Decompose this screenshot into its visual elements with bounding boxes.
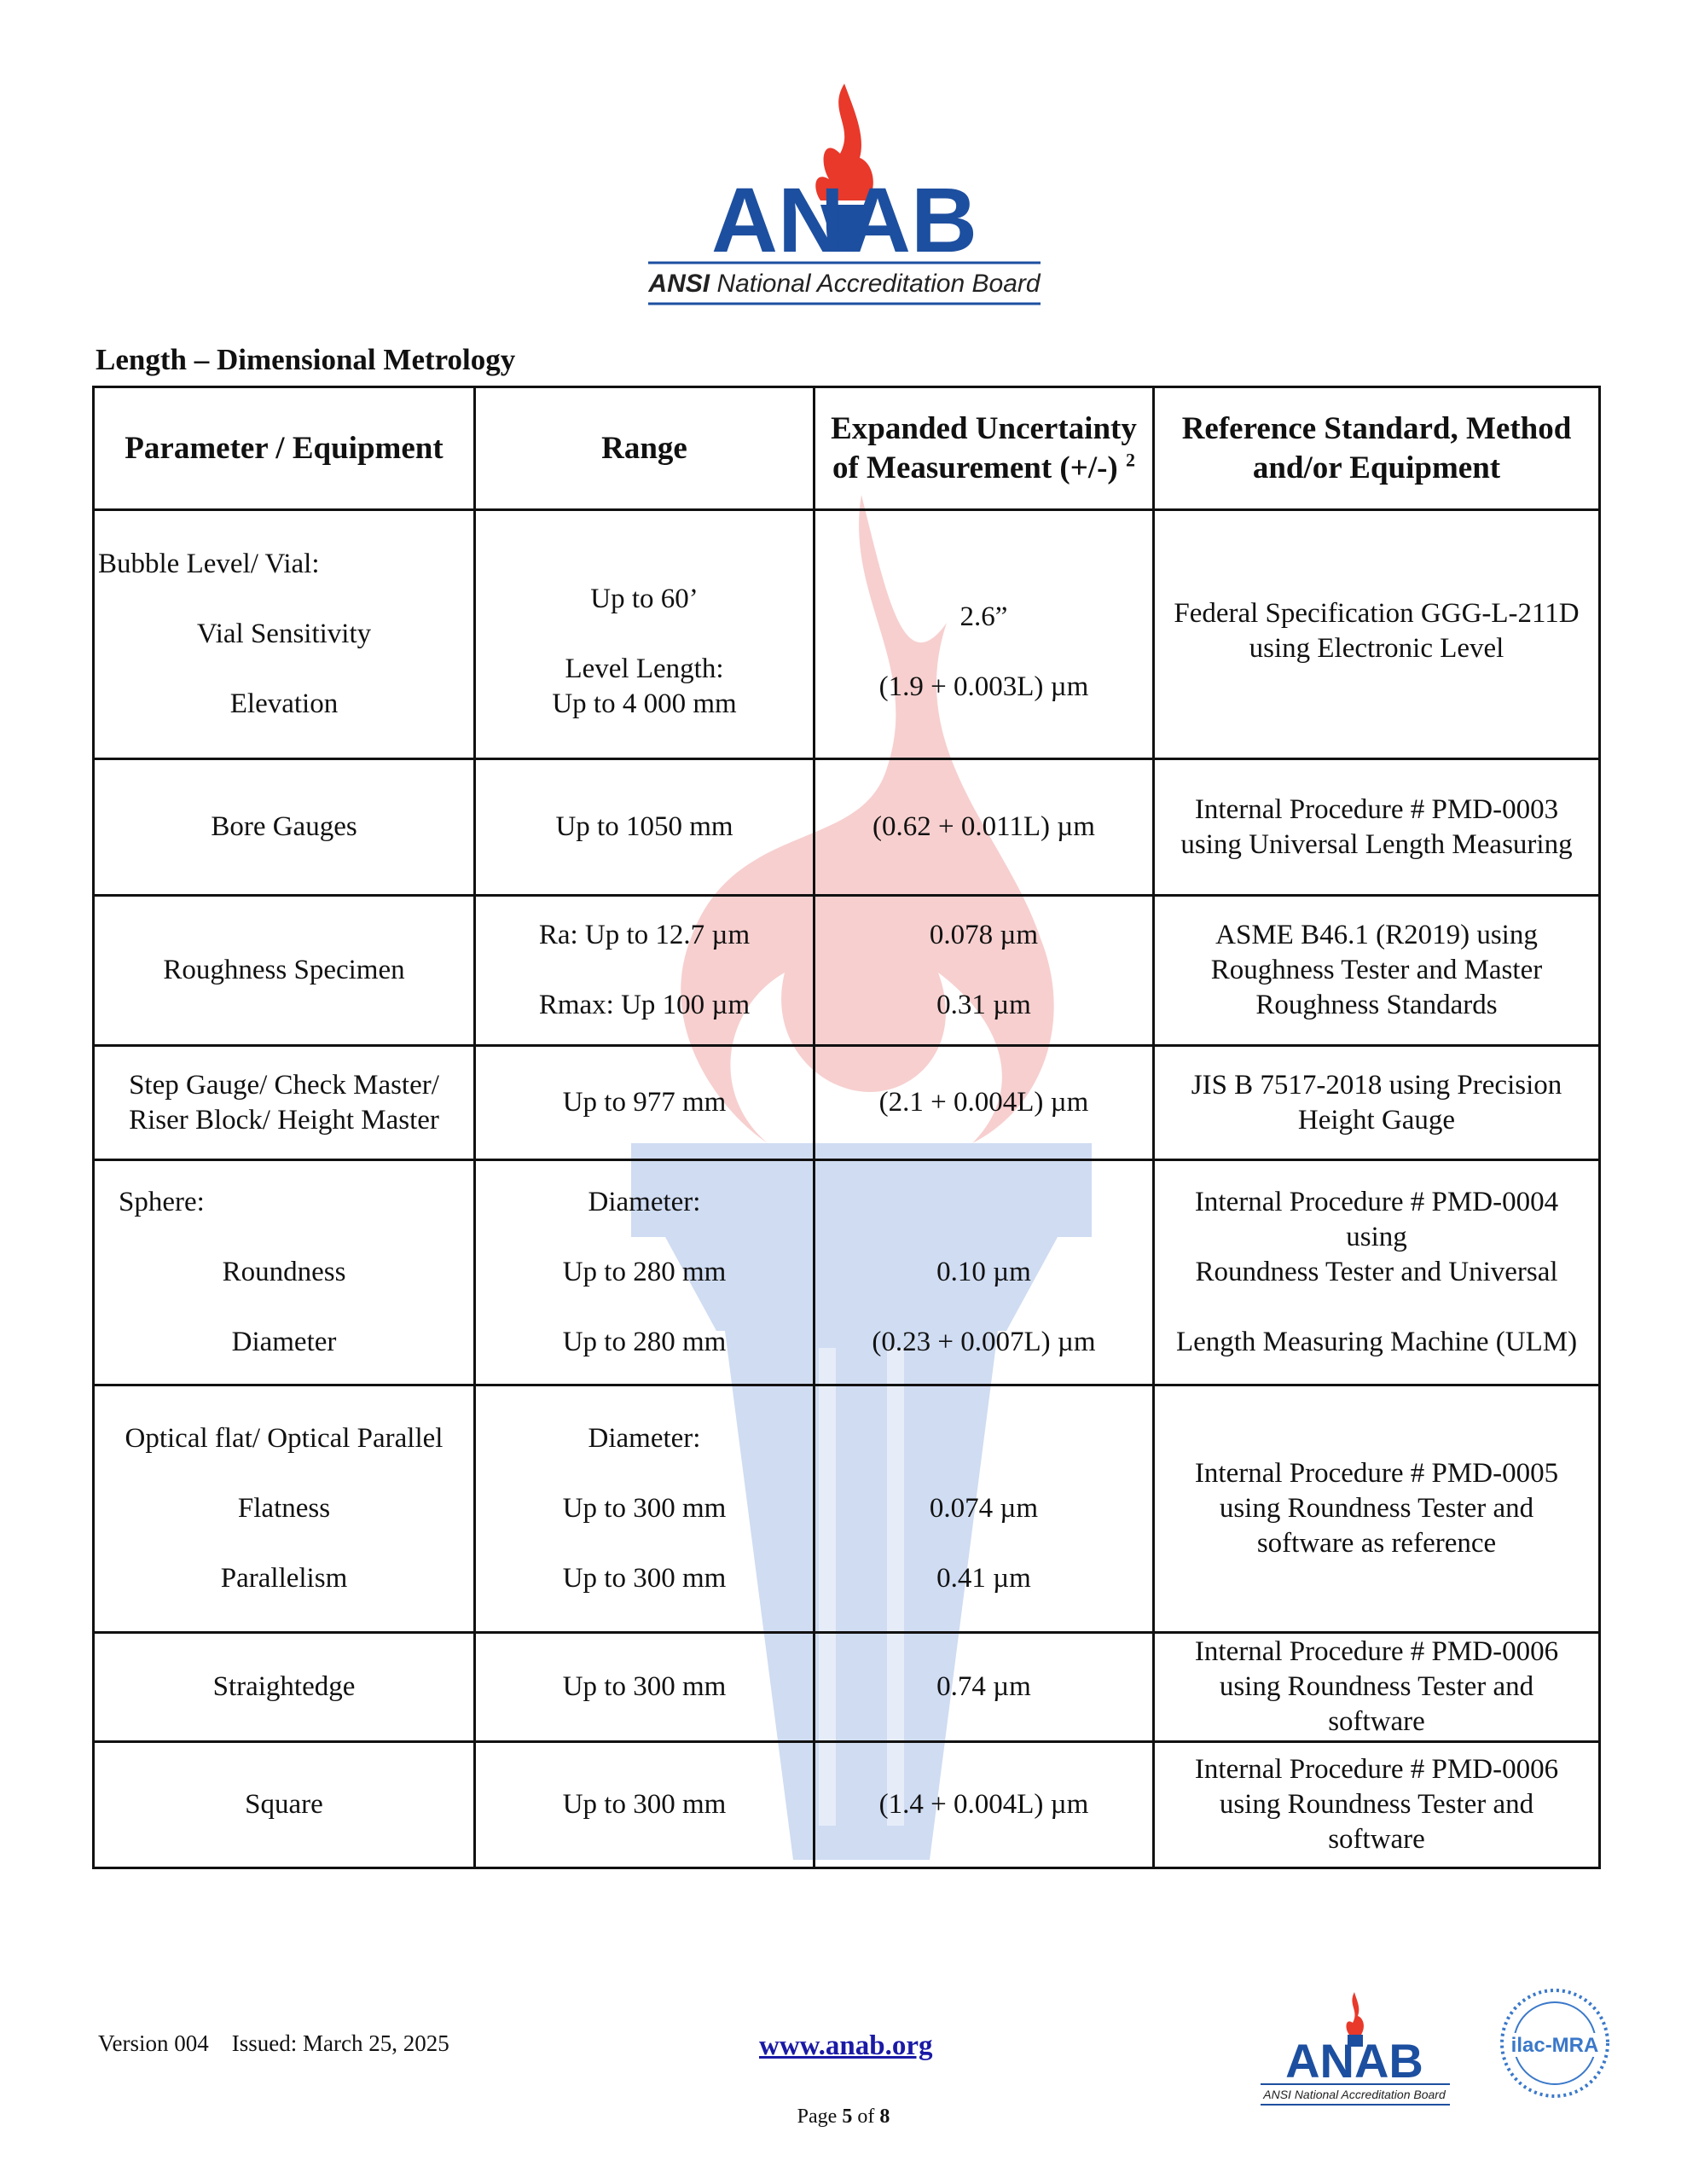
cell-parameter bbox=[94, 1385, 475, 1633]
cell-text: Ra: Up to 12.7 µm bbox=[538, 920, 751, 950]
cell-text: Optical flat/ Optical Parallel bbox=[125, 1423, 443, 1454]
cell-text: Up to 4 000 mm bbox=[552, 688, 737, 719]
cell-text: software bbox=[1328, 1824, 1425, 1855]
cell-text: Roughness Standards bbox=[1255, 990, 1498, 1020]
footnote-marker: 2 bbox=[1126, 449, 1136, 471]
cell-text: Up to 280 mm bbox=[562, 1257, 727, 1287]
table-row bbox=[94, 1046, 1600, 1160]
cell-text: Square bbox=[245, 1789, 323, 1820]
page-of: of bbox=[857, 2106, 875, 2128]
logo-ansi-text: ANSI bbox=[648, 270, 710, 298]
header-uncertainty bbox=[815, 387, 1154, 510]
cell-uncertainty bbox=[815, 1633, 1154, 1742]
cell-text: 0.074 µm bbox=[929, 1493, 1039, 1524]
cell-text: using Roundness Tester and bbox=[1219, 1789, 1534, 1820]
footer-logo-text: ANAB bbox=[1285, 2034, 1423, 2088]
cell-parameter bbox=[94, 759, 475, 896]
cell-text: 0.41 µm bbox=[936, 1563, 1031, 1594]
cell-uncertainty bbox=[815, 1046, 1154, 1160]
cell-reference bbox=[1154, 1742, 1600, 1868]
cell-text: Diameter: bbox=[588, 1423, 701, 1454]
cell-text: Federal Specification GGG-L-211D bbox=[1174, 598, 1580, 629]
ilac-text: ilac-MRA bbox=[1510, 2034, 1599, 2057]
cell-range bbox=[475, 1385, 815, 1633]
footer-logo-subtitle: ANSI National Accreditation Board bbox=[1263, 2088, 1446, 2101]
cell-text: Up to 300 mm bbox=[562, 1671, 727, 1702]
cell-text: (0.23 + 0.007L) µm bbox=[872, 1327, 1096, 1357]
website-link[interactable]: www.anab.org bbox=[759, 2030, 933, 2061]
ilac-mra-logo bbox=[1502, 1990, 1608, 2096]
cell-text: Up to 300 mm bbox=[562, 1563, 727, 1594]
table-header-row bbox=[94, 387, 1600, 510]
cell-text: ASME B46.1 (R2019) using bbox=[1215, 920, 1538, 950]
table-row bbox=[94, 896, 1600, 1046]
cell-text: Internal Procedure # PMD-0004 bbox=[1194, 1187, 1559, 1217]
cell-text: using Universal Length Measuring bbox=[1180, 828, 1573, 860]
header-parameter: Parameter / Equipment bbox=[94, 387, 475, 510]
cell-reference bbox=[1154, 1160, 1600, 1385]
cell-text: Up to 280 mm bbox=[562, 1327, 727, 1357]
cell-uncertainty bbox=[815, 759, 1154, 896]
page-prefix: Page bbox=[797, 2106, 838, 2128]
cell-text: Step Gauge/ Check Master/ bbox=[129, 1069, 439, 1101]
cell-reference bbox=[1154, 759, 1600, 896]
cell-uncertainty bbox=[815, 1160, 1154, 1385]
cell-text: Diameter: bbox=[588, 1187, 701, 1217]
cell-text: Height Gauge bbox=[1297, 1104, 1456, 1136]
header-uncertainty-line2: of Measurement (+/-) bbox=[832, 450, 1118, 485]
cell-range bbox=[475, 1742, 815, 1868]
cell-text: 2.6” bbox=[959, 601, 1008, 632]
cell-text: Level Length: bbox=[565, 653, 724, 684]
cell-text: Roughness Tester and Master bbox=[1210, 955, 1543, 985]
header-range: Range bbox=[475, 387, 815, 510]
cell-text: Elevation bbox=[229, 688, 339, 719]
cell-reference bbox=[1154, 1633, 1600, 1742]
page-total: 8 bbox=[879, 2106, 890, 2128]
cell-text: Roughness Specimen bbox=[163, 955, 405, 985]
cell-text: Rmax: Up 100 µm bbox=[538, 990, 751, 1020]
cell-text: Length Measuring Machine (ULM) bbox=[1175, 1327, 1578, 1357]
cell-text: Up to 977 mm bbox=[562, 1087, 727, 1118]
cell-text: Internal Procedure # PMD-0005 bbox=[1194, 1458, 1559, 1489]
footer-version bbox=[98, 2030, 449, 2057]
cell-text: Internal Procedure # PMD-0003 bbox=[1194, 793, 1559, 825]
svg-text:ANSI National Accreditation Bo bbox=[647, 270, 1041, 298]
cell-text: software bbox=[1328, 1706, 1425, 1737]
cell-text: Diameter bbox=[231, 1327, 337, 1357]
header-uncertainty-line1: Expanded Uncertainty bbox=[831, 410, 1137, 446]
logo-anab-text: ANAB bbox=[711, 168, 977, 271]
header-reference-line2: and/or Equipment bbox=[1252, 450, 1501, 485]
anab-header-logo bbox=[631, 77, 1058, 311]
cell-text: (1.9 + 0.003L) µm bbox=[878, 671, 1089, 702]
cell-range bbox=[475, 1160, 815, 1385]
cell-text: JIS B 7517-2018 using Precision bbox=[1191, 1069, 1562, 1101]
cell-reference bbox=[1154, 510, 1600, 759]
cell-uncertainty bbox=[815, 896, 1154, 1046]
cell-text: Roundness Tester and Universal bbox=[1195, 1257, 1558, 1287]
cell-text: using Roundness Tester and bbox=[1219, 1493, 1534, 1524]
cell-range bbox=[475, 1633, 815, 1742]
cell-range bbox=[475, 1046, 815, 1160]
cell-text: 0.74 µm bbox=[936, 1671, 1031, 1702]
cell-text: 0.10 µm bbox=[936, 1257, 1031, 1287]
section-title: Length – Dimensional Metrology bbox=[96, 343, 516, 376]
cell-uncertainty bbox=[815, 1742, 1154, 1868]
cell-text: Roundness bbox=[222, 1257, 346, 1287]
cell-text: Straightedge bbox=[212, 1671, 356, 1702]
logo-subtitle-text: National Accreditation Board bbox=[716, 270, 1041, 298]
cell-text: using bbox=[1346, 1222, 1407, 1252]
page-current: 5 bbox=[842, 2106, 853, 2128]
version-text: Version 004 bbox=[98, 2030, 209, 2056]
anab-footer-logo bbox=[1261, 1992, 1450, 2105]
cell-text: Up to 300 mm bbox=[562, 1493, 727, 1524]
cell-text: using Electronic Level bbox=[1249, 633, 1504, 664]
cell-text: Vial Sensitivity bbox=[196, 619, 372, 649]
cell-text: 0.078 µm bbox=[929, 920, 1039, 950]
cell-reference bbox=[1154, 896, 1600, 1046]
cell-text: Internal Procedure # PMD-0006 bbox=[1194, 1636, 1559, 1667]
cell-uncertainty bbox=[815, 1385, 1154, 1633]
cell-text: Up to 60’ bbox=[590, 584, 699, 614]
cell-reference bbox=[1154, 1385, 1600, 1633]
cell-text: Flatness bbox=[237, 1493, 331, 1524]
cell-text: software as reference bbox=[1256, 1528, 1497, 1559]
cell-parameter bbox=[94, 510, 475, 759]
cell-text: Sphere: bbox=[119, 1187, 205, 1217]
cell-text: Bubble Level/ Vial: bbox=[98, 549, 320, 579]
table-row bbox=[94, 510, 1600, 759]
issued-date: Issued: March 25, 2025 bbox=[231, 2030, 449, 2056]
cell-text: Riser Block/ Height Master bbox=[129, 1104, 439, 1136]
table-row bbox=[94, 1633, 1600, 1742]
table-row bbox=[94, 1160, 1600, 1385]
cell-range bbox=[475, 896, 815, 1046]
cell-text: (2.1 + 0.004L) µm bbox=[878, 1087, 1089, 1118]
cell-parameter bbox=[94, 1046, 475, 1160]
cell-text: Up to 1050 mm bbox=[555, 811, 733, 842]
cell-parameter bbox=[94, 1633, 475, 1742]
cell-range bbox=[475, 759, 815, 896]
cell-text: (0.62 + 0.011L) µm bbox=[872, 811, 1095, 842]
cell-text: (1.4 + 0.004L) µm bbox=[878, 1789, 1089, 1820]
cell-text: Parallelism bbox=[220, 1563, 348, 1594]
footer-accreditation-logos bbox=[1254, 1984, 1620, 2111]
cell-uncertainty bbox=[815, 510, 1154, 759]
cell-text: Bore Gauges bbox=[211, 811, 357, 842]
cell-text: 0.31 µm bbox=[936, 990, 1031, 1020]
cell-parameter bbox=[94, 1160, 475, 1385]
cell-reference bbox=[1154, 1046, 1600, 1160]
table-row bbox=[94, 1742, 1600, 1868]
header-reference-line1: Reference Standard, Method bbox=[1181, 410, 1572, 446]
cell-text: Internal Procedure # PMD-0006 bbox=[1194, 1754, 1559, 1785]
cell-range bbox=[475, 510, 815, 759]
table-row bbox=[94, 1385, 1600, 1633]
calibration-table bbox=[92, 386, 1601, 1869]
cell-text: using Roundness Tester and bbox=[1219, 1671, 1534, 1702]
cell-parameter bbox=[94, 896, 475, 1046]
header-reference bbox=[1154, 387, 1600, 510]
cell-text: Up to 300 mm bbox=[562, 1789, 727, 1820]
table-row bbox=[94, 759, 1600, 896]
cell-parameter bbox=[94, 1742, 475, 1868]
